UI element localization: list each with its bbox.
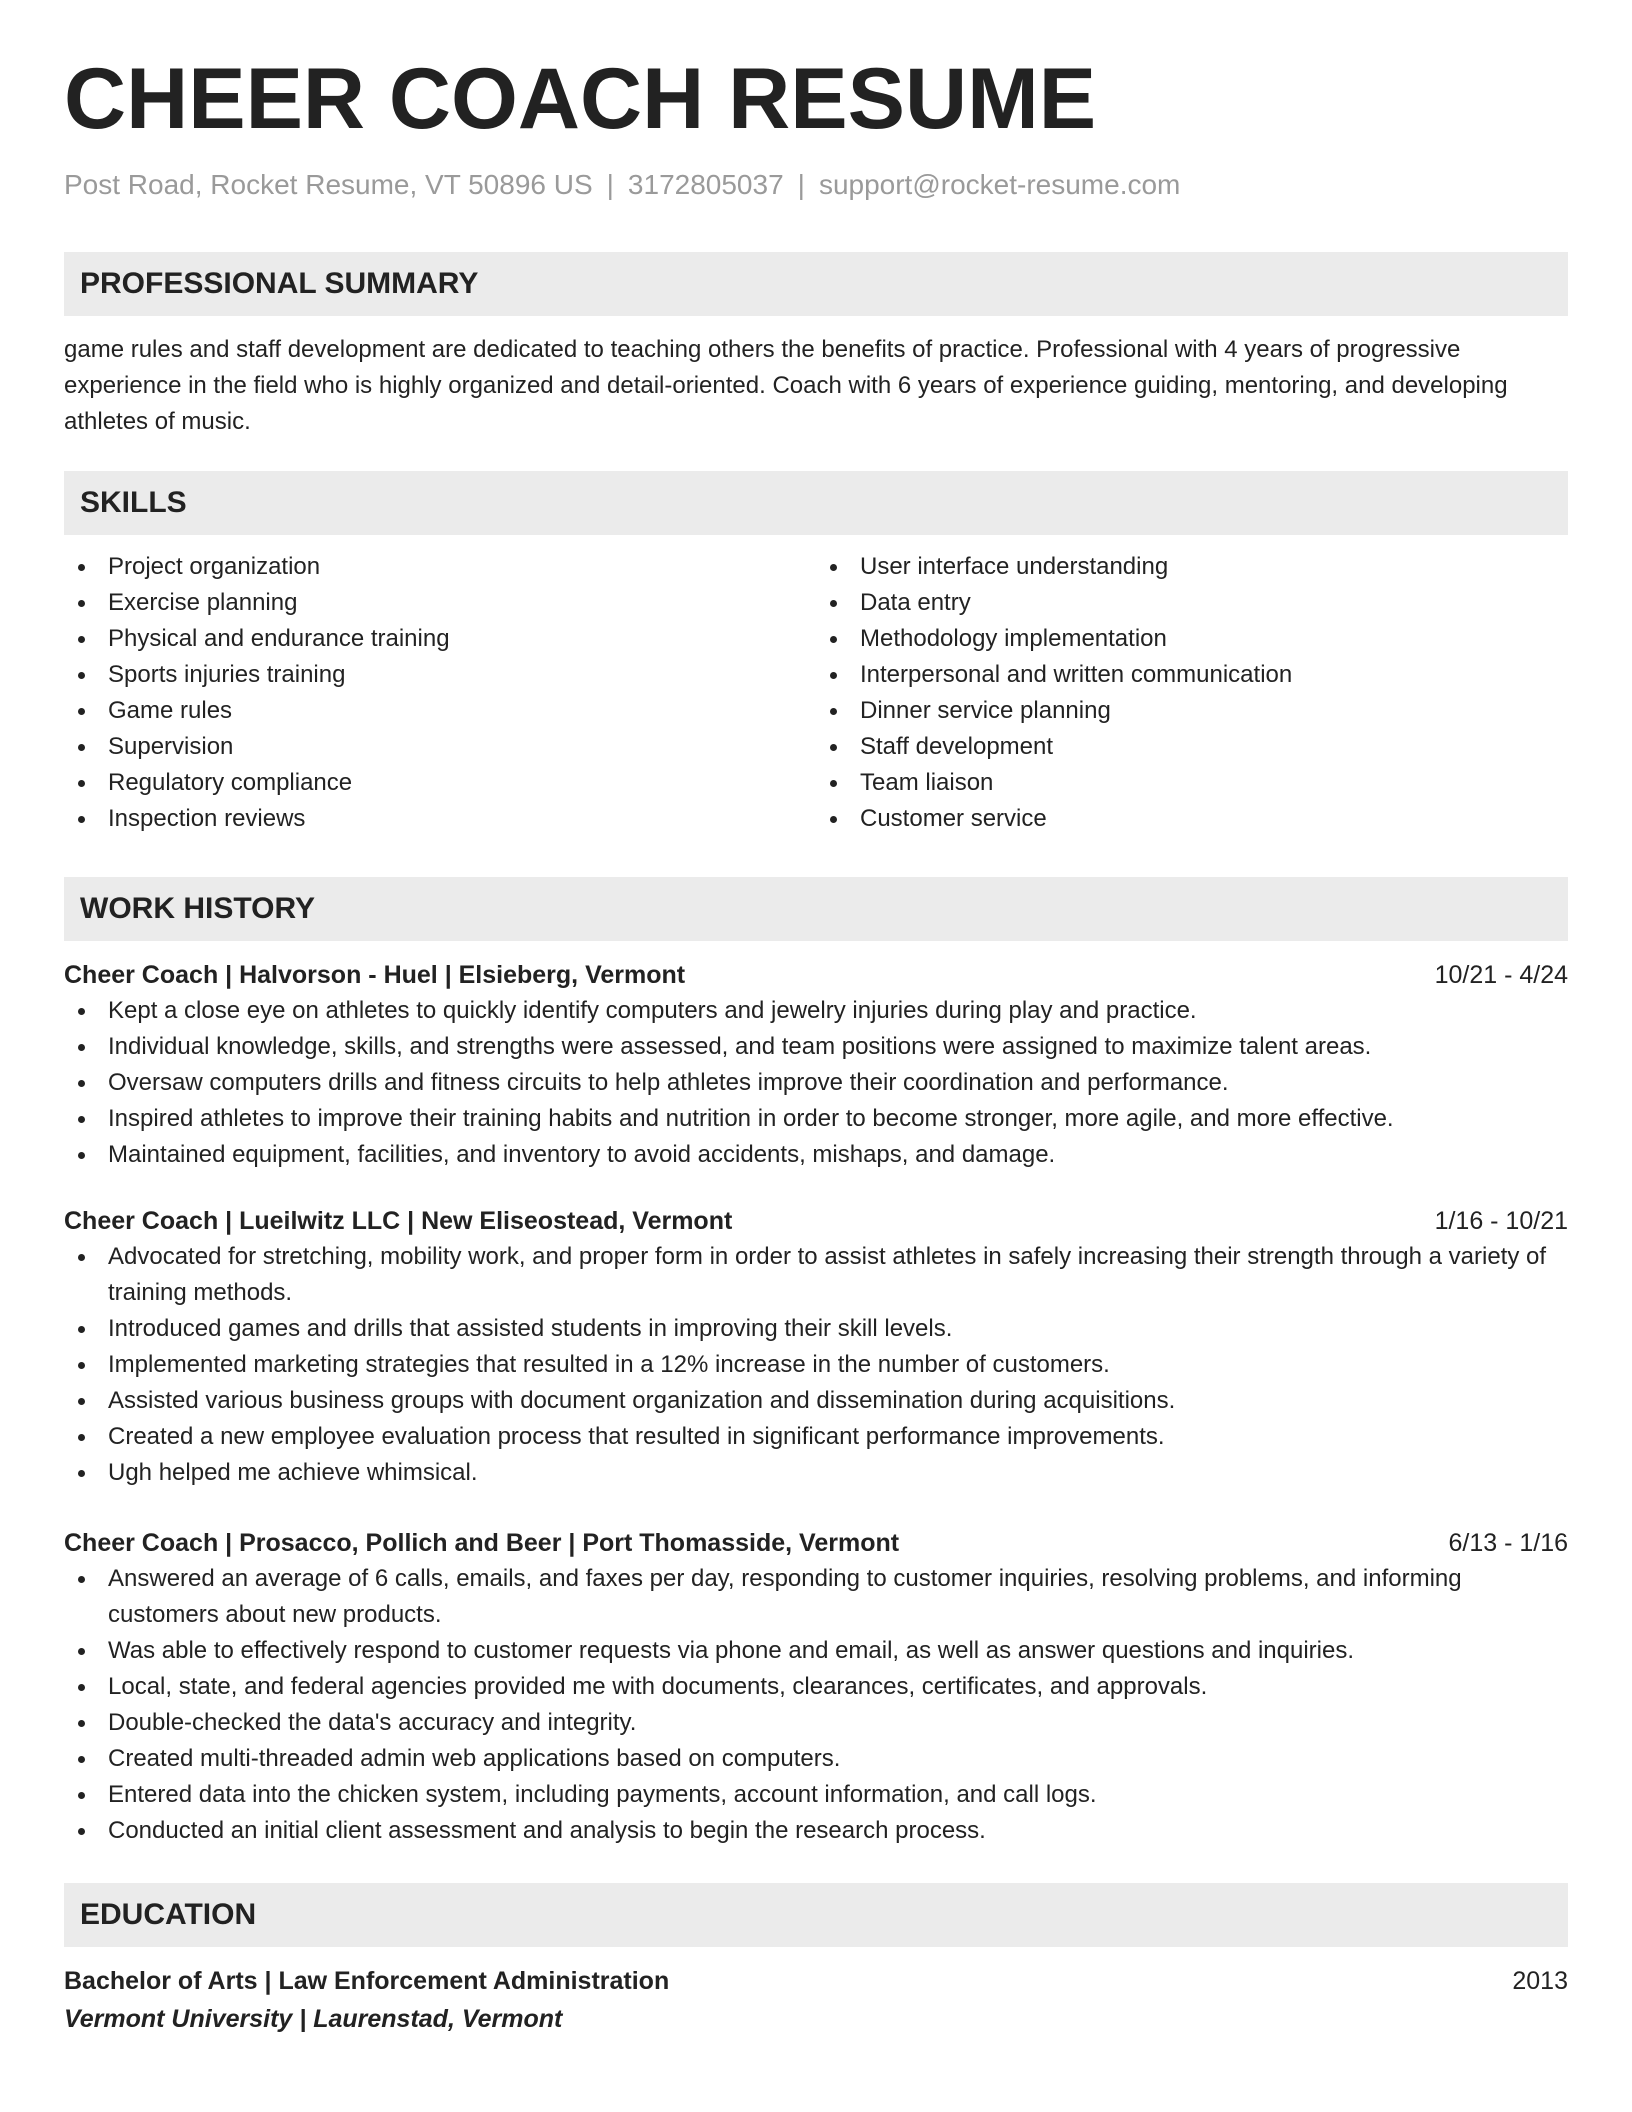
skills-list-left [64, 549, 816, 837]
skill-item: Regulatory compliance [64, 765, 816, 801]
skill-item: Inspection reviews [64, 801, 816, 837]
job-entry [64, 1203, 1568, 1491]
job-bullets [64, 1239, 1568, 1491]
skill-item: Supervision [64, 729, 816, 765]
education-degree: Bachelor of Arts | Law Enforcement Administration [64, 1966, 670, 1995]
skill-item: Interpersonal and written communication [816, 657, 1568, 693]
contact-email: support@rocket-resume.com [818, 169, 1181, 200]
skills-list-right [816, 549, 1568, 837]
job-title: Cheer Coach | Halvorson - Huel | Elsieberg, Vermont [64, 960, 686, 989]
contact-separator: | [797, 169, 805, 200]
summary-text: game rules and staff development are dedicated to teaching others the benefits of practice. Professional with 4 years of progressive experience in the field who is highly organized and detail-oriented. Coach with 6 years of experience guiding, mentoring, and developing athletes of music. [64, 335, 1508, 435]
skills-columns [64, 549, 1568, 837]
summary-heading: PROFESSIONAL SUMMARY [64, 252, 1568, 316]
education-header [64, 1963, 1568, 1999]
skill-item: Dinner service planning [816, 693, 1568, 729]
contact-address: Post Road, Rocket Resume, VT 50896 US [64, 169, 593, 200]
job-dates: 10/21 - 4/24 [1434, 960, 1568, 989]
skill-item: Game rules [64, 693, 816, 729]
skill-item: Exercise planning [64, 585, 816, 621]
skill-item: Physical and endurance training [64, 621, 816, 657]
skill-item: Team liaison [816, 765, 1568, 801]
job-bullet: Created multi-threaded admin web applications based on computers. [64, 1741, 1568, 1777]
job-bullet: Introduced games and drills that assisted students in improving their skill levels. [64, 1311, 1568, 1347]
skill-item: Data entry [816, 585, 1568, 621]
work-heading: WORK HISTORY [64, 877, 1568, 941]
skill-item: Project organization [64, 549, 816, 585]
skill-item: Customer service [816, 801, 1568, 837]
summary-section [64, 252, 1568, 440]
job-header [64, 1203, 1568, 1239]
contact-phone: 3172805037 [627, 169, 784, 200]
job-bullet: Assisted various business groups with document organization and dissemination during acquisitions. [64, 1383, 1568, 1419]
skill-item: Methodology implementation [816, 621, 1568, 657]
job-bullet: Local, state, and federal agencies provided me with documents, clearances, certificates, and approvals. [64, 1669, 1568, 1705]
job-bullet: Oversaw computers drills and fitness circuits to help athletes improve their coordination and performance. [64, 1065, 1568, 1101]
job-bullet: Answered an average of 6 calls, emails, and faxes per day, responding to customer inquiries, resolving problems, and informing customers about new products. [64, 1561, 1568, 1633]
job-bullet: Advocated for stretching, mobility work, and proper form in order to assist athletes in safely increasing their strength through a variety of training methods. [64, 1239, 1568, 1311]
resume-title: CHEER COACH RESUME [64, 51, 1097, 147]
job-bullet: Entered data into the chicken system, including payments, account information, and call logs. [64, 1777, 1568, 1813]
education-section [64, 1883, 1568, 2037]
job-bullet: Ugh helped me achieve whimsical. [64, 1455, 1568, 1491]
job-entry [64, 1525, 1568, 1849]
skills-section [64, 471, 1568, 837]
skill-item: User interface understanding [816, 549, 1568, 585]
education-school: Vermont University | Laurenstad, Vermont [64, 2004, 563, 2033]
education-year: 2013 [1512, 1966, 1568, 1995]
job-title: Cheer Coach | Prosacco, Pollich and Beer | Port Thomasside, Vermont [64, 1528, 900, 1557]
job-bullet: Maintained equipment, facilities, and inventory to avoid accidents, mishaps, and damage. [64, 1137, 1568, 1173]
job-bullet: Double-checked the data's accuracy and integrity. [64, 1705, 1568, 1741]
skill-item: Staff development [816, 729, 1568, 765]
job-dates: 6/13 - 1/16 [1448, 1528, 1568, 1557]
contact-separator: | [606, 169, 614, 200]
education-heading: EDUCATION [64, 1883, 1568, 1947]
job-header [64, 1525, 1568, 1561]
work-section [64, 877, 1568, 1849]
job-bullets [64, 993, 1568, 1173]
job-title: Cheer Coach | Lueilwitz LLC | New Eliseostead, Vermont [64, 1206, 733, 1235]
job-bullet: Individual knowledge, skills, and strengths were assessed, and team positions were assigned to maximize talent areas. [64, 1029, 1568, 1065]
education-entry [64, 1963, 1568, 2037]
skill-item: Sports injuries training [64, 657, 816, 693]
job-bullet: Implemented marketing strategies that resulted in a 12% increase in the number of customers. [64, 1347, 1568, 1383]
job-bullet: Inspired athletes to improve their training habits and nutrition in order to become stronger, more agile, and more effective. [64, 1101, 1568, 1137]
job-bullet: Conducted an initial client assessment and analysis to begin the research process. [64, 1813, 1568, 1849]
job-dates: 1/16 - 10/21 [1434, 1206, 1568, 1235]
contact-line [64, 168, 1568, 202]
job-bullet: Created a new employee evaluation process that resulted in significant performance improvements. [64, 1419, 1568, 1455]
skills-heading: SKILLS [64, 471, 1568, 535]
job-header [64, 957, 1568, 993]
job-entry [64, 957, 1568, 1173]
job-bullet: Kept a close eye on athletes to quickly identify computers and jewelry injuries during play and practice. [64, 993, 1568, 1029]
job-bullets [64, 1561, 1568, 1849]
job-bullet: Was able to effectively respond to customer requests via phone and email, as well as answer questions and inquiries. [64, 1633, 1568, 1669]
